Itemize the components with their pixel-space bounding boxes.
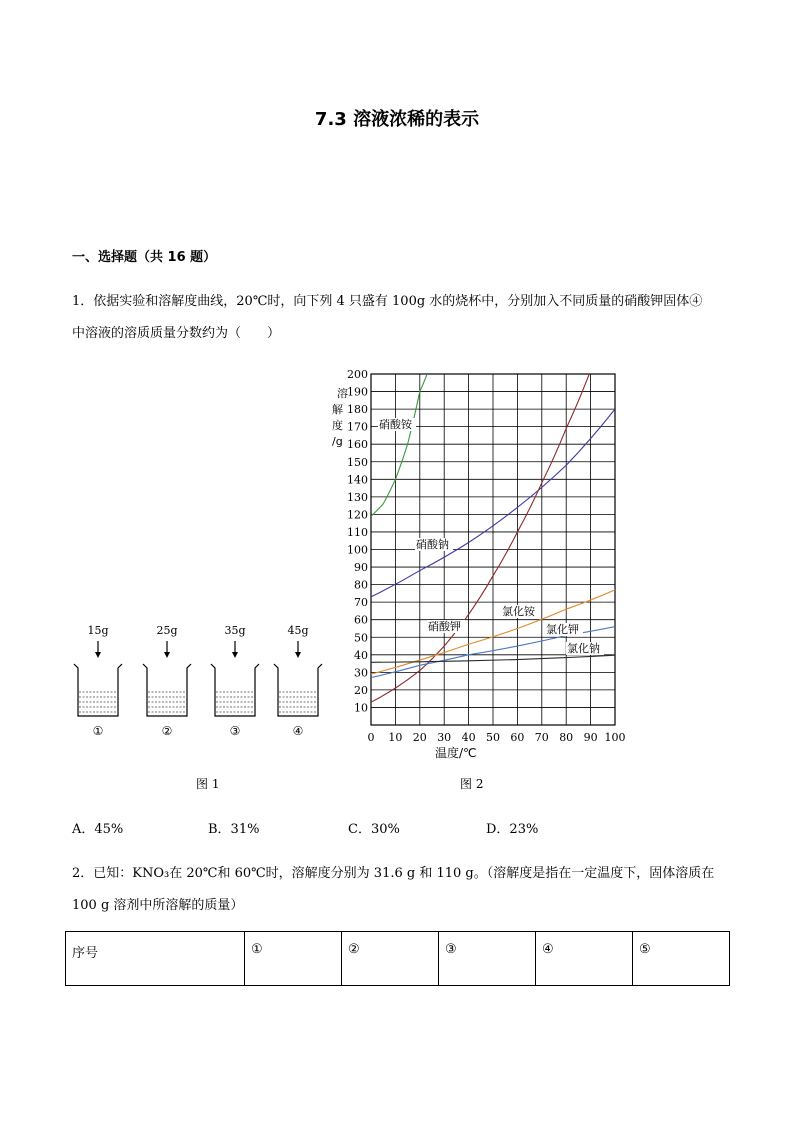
y-tick-label: 120 bbox=[347, 508, 368, 522]
chart-xlabel: 温度/℃ bbox=[435, 746, 477, 760]
y-tick-label: 60 bbox=[354, 613, 368, 627]
x-tick-label: 100 bbox=[604, 731, 626, 744]
table-cell: ① bbox=[245, 932, 342, 986]
y-tick-label: 70 bbox=[354, 596, 368, 610]
option-d[interactable]: D．23% bbox=[486, 822, 539, 837]
beaker-mass-label: 35g bbox=[224, 624, 246, 637]
table-cell: ② bbox=[342, 932, 439, 986]
y-tick-label: 130 bbox=[347, 490, 368, 504]
section-heading: 一、选择题（共 16 题） bbox=[72, 250, 217, 265]
beaker-number-label: ④ bbox=[292, 724, 304, 738]
x-tick-label: 40 bbox=[461, 731, 476, 744]
figure-2-caption: 图 2 bbox=[460, 777, 484, 791]
table-row bbox=[66, 932, 730, 986]
option-a[interactable]: A．45% bbox=[72, 822, 124, 837]
y-tick-label: 90 bbox=[354, 561, 368, 575]
y-tick-label: 160 bbox=[347, 438, 368, 452]
y-tick-label: 40 bbox=[354, 648, 368, 662]
series-label: 氯化钠 bbox=[567, 642, 600, 655]
x-tick-label: 70 bbox=[534, 731, 549, 744]
beaker-number-label: ② bbox=[161, 724, 173, 738]
table-cell-header: 序号 bbox=[66, 932, 245, 986]
chart-ylabel-2: 解 bbox=[332, 403, 343, 416]
y-tick-label: 140 bbox=[347, 473, 368, 487]
option-c[interactable]: C．30% bbox=[348, 822, 400, 837]
x-tick-label: 0 bbox=[367, 731, 375, 744]
y-tick-label: 190 bbox=[347, 385, 368, 399]
chart-ylabel-3: 度 bbox=[332, 419, 343, 432]
question-1-text: 1．依据实验和溶解度曲线，20℃时，向下列 4 只盛有 100g 水的烧杯中，分别加入不同质量的硝酸钾固体④ bbox=[72, 294, 703, 309]
table-cell: ④ bbox=[536, 932, 633, 986]
y-tick-label: 170 bbox=[347, 420, 368, 434]
x-tick-label: 90 bbox=[583, 731, 598, 744]
chart-ylabel-4: /g bbox=[332, 435, 343, 448]
y-tick-label: 10 bbox=[354, 701, 368, 715]
x-tick-label: 60 bbox=[510, 731, 525, 744]
table-cell: ③ bbox=[439, 932, 536, 986]
x-tick-label: 50 bbox=[486, 731, 500, 744]
series-label: 氯化钾 bbox=[546, 623, 579, 636]
y-tick-label: 50 bbox=[354, 631, 368, 645]
question-2-text-cont: 100 g 溶剂中所溶解的质量） bbox=[72, 898, 244, 913]
question-1-text-cont: 中溶液的溶质质量分数约为（ ） bbox=[72, 326, 281, 341]
question-2-table bbox=[65, 931, 730, 986]
chart-ylabel-1: 溶 bbox=[337, 387, 348, 400]
beaker-number-label: ① bbox=[92, 724, 104, 738]
y-tick-label: 100 bbox=[347, 543, 368, 557]
y-tick-label: 180 bbox=[347, 403, 368, 417]
series-label: 硝酸钾 bbox=[428, 620, 461, 633]
y-tick-label: 200 bbox=[347, 368, 368, 381]
beaker-mass-label: 15g bbox=[87, 624, 109, 637]
question-2-text: 2．已知：KNO₃在 20℃和 60℃时，溶解度分别为 31.6 g 和 110 g。（溶解度是指在一定温度下，固体溶质在 bbox=[72, 866, 715, 881]
table-cell: ⑤ bbox=[633, 932, 730, 986]
series-label: 氯化铵 bbox=[502, 605, 535, 618]
series-label: 硝酸铵 bbox=[379, 418, 412, 431]
x-tick-label: 30 bbox=[437, 731, 452, 744]
series-label: 硝酸钠 bbox=[416, 538, 449, 551]
option-b[interactable]: B．31% bbox=[208, 822, 260, 837]
beaker-mass-label: 25g bbox=[156, 624, 178, 637]
y-tick-label: 20 bbox=[354, 683, 368, 697]
x-tick-label: 10 bbox=[388, 731, 403, 744]
series-line-1 bbox=[371, 374, 427, 516]
beaker-number-label: ③ bbox=[229, 724, 241, 738]
y-tick-label: 150 bbox=[347, 455, 368, 469]
y-tick-label: 110 bbox=[347, 525, 368, 539]
figure-1-caption: 图 1 bbox=[196, 777, 220, 791]
page-title: 7.3 溶液浓稀的表示 bbox=[314, 109, 480, 130]
x-tick-label: 20 bbox=[412, 731, 427, 744]
beaker-mass-label: 45g bbox=[287, 624, 309, 637]
y-tick-label: 80 bbox=[354, 578, 368, 592]
x-tick-label: 80 bbox=[559, 731, 574, 744]
y-tick-label: 30 bbox=[354, 666, 368, 680]
